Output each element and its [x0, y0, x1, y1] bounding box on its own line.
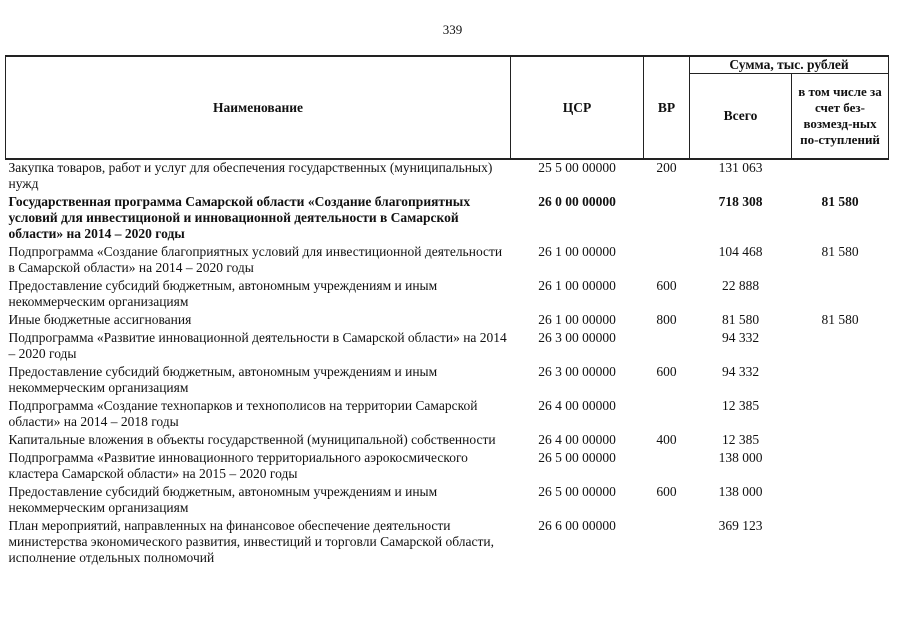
row-vr: 200 [656, 160, 677, 175]
header-total: Всего [690, 74, 792, 160]
row-vr [644, 450, 690, 484]
row-free [792, 330, 889, 364]
row-free [792, 450, 889, 484]
row-free [792, 518, 889, 568]
row-total: 138 000 [718, 484, 763, 499]
table-header [6, 56, 889, 159]
row-free: 81 580 [821, 244, 859, 259]
row-name: Подпрограмма «Создание благоприятных условий для инвестиционной деятельности в Самарской области» на 2014 – 2020 годы [8, 244, 503, 275]
row-name: План мероприятий, направленных на финансовое обеспечение деятельности министерства экономического развития, инвестиций и торговли Самарской области, исполнение отдельных полномочий [8, 518, 494, 565]
row-free [792, 278, 889, 312]
row-name: Иные бюджетные ассигнования [8, 312, 192, 327]
row-csr: 26 5 00 00000 [538, 450, 616, 465]
row-csr: 26 3 00 00000 [538, 364, 616, 379]
row-vr [644, 518, 690, 568]
budget-table [5, 55, 889, 568]
table-row [6, 518, 889, 568]
row-name: Подпрограмма «Создание технопарков и технополисов на территории Самарской области» на 2014 – 2018 годы [8, 398, 478, 429]
row-free: 81 580 [821, 194, 859, 209]
table-row [6, 450, 889, 484]
table-row [6, 278, 889, 312]
row-total: 94 332 [721, 364, 760, 379]
row-csr: 26 6 00 00000 [538, 518, 616, 533]
row-name: Закупка товаров, работ и услуг для обеспечения государственных (муниципальных) нужд [8, 160, 493, 191]
row-vr [644, 398, 690, 432]
row-name: Государственная программа Самарской области «Создание благоприятных условий для инвестиционой и инновационной деятельности в Самарской области» на 2014 – 2020 годы [8, 194, 471, 241]
header-csr: ЦСР [511, 56, 644, 159]
row-vr [644, 330, 690, 364]
table-body [6, 159, 889, 568]
table-row [6, 398, 889, 432]
row-name: Подпрограмма «Развитие инновационной деятельности в Самарской области» на 2014 – 2020 годы [8, 330, 507, 361]
table-row [6, 330, 889, 364]
row-name: Предоставление субсидий бюджетным, автономным учреждениям и иным некоммерческим организациям [8, 484, 438, 515]
table-row [6, 432, 889, 450]
table-row [6, 244, 889, 278]
row-free [792, 159, 889, 194]
row-total: 138 000 [718, 450, 763, 465]
row-csr: 26 4 00 00000 [538, 432, 616, 447]
row-total: 718 308 [718, 194, 763, 209]
row-free: 81 580 [821, 312, 859, 327]
table-row [6, 312, 889, 330]
header-sum: Сумма, тыс. рублей [690, 56, 889, 74]
row-total: 131 063 [718, 160, 763, 175]
row-name: Предоставление субсидий бюджетным, автономным учреждениям и иным некоммерческим организациям [8, 278, 438, 309]
header-name: Наименование [6, 56, 511, 159]
row-vr: 600 [656, 484, 677, 499]
row-vr [644, 194, 690, 244]
row-name: Подпрограмма «Развитие инновационного территориального аэрокосмического кластера Самарской области» на 2015 – 2020 годы [8, 450, 468, 481]
row-vr [644, 244, 690, 278]
row-free [792, 364, 889, 398]
table-row [6, 194, 889, 244]
row-total: 22 888 [721, 278, 760, 293]
row-name: Предоставление субсидий бюджетным, автономным учреждениям и иным некоммерческим организациям [8, 364, 438, 395]
row-free [792, 484, 889, 518]
row-total: 94 332 [721, 330, 760, 345]
row-vr: 800 [656, 312, 677, 327]
row-total: 81 580 [721, 312, 760, 327]
row-vr: 600 [656, 278, 677, 293]
row-csr: 26 1 00 00000 [538, 244, 616, 259]
row-free [792, 432, 889, 450]
page-number: 339 [442, 22, 463, 37]
row-total: 12 385 [721, 398, 760, 413]
row-csr: 26 5 00 00000 [538, 484, 616, 499]
row-name: Капитальные вложения в объекты государственной (муниципальной) собственности [8, 432, 496, 447]
row-csr: 26 1 00 00000 [538, 312, 616, 327]
row-total: 12 385 [721, 432, 760, 447]
row-free [792, 398, 889, 432]
header-vr: ВР [644, 56, 690, 159]
row-vr: 400 [656, 432, 677, 447]
row-csr: 26 0 00 00000 [538, 194, 616, 209]
row-vr: 600 [656, 364, 677, 379]
table-row [6, 484, 889, 518]
row-csr: 26 3 00 00000 [538, 330, 616, 345]
row-total: 369 123 [718, 518, 763, 533]
header-free: в том числе за счет без-возмезд-ных по-ступлений [792, 74, 889, 160]
row-csr: 26 4 00 00000 [538, 398, 616, 413]
row-csr: 25 5 00 00000 [538, 160, 616, 175]
row-total: 104 468 [718, 244, 763, 259]
table-row [6, 364, 889, 398]
table-row [6, 159, 889, 194]
row-csr: 26 1 00 00000 [538, 278, 616, 293]
